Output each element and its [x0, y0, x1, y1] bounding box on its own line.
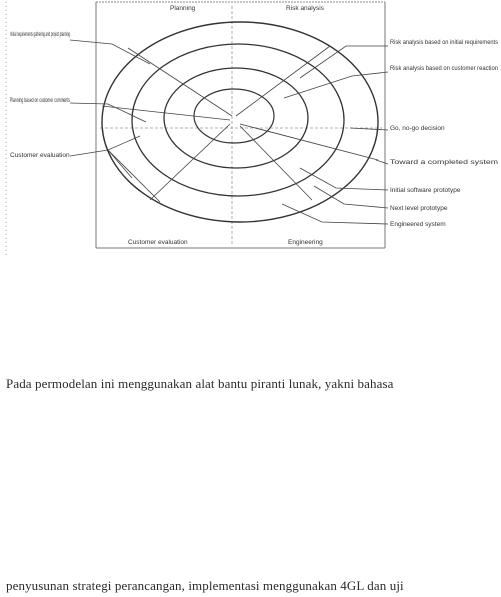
label-initial-prototype: Initial software prototype	[390, 187, 461, 194]
paragraph-line-1: Pada permodelan ini menggunakan alat bantu piranti lunak, yakni bahasa	[6, 376, 394, 391]
spiral-ring-2	[164, 68, 308, 168]
leader-left-2	[70, 103, 146, 122]
label-engineered-system: Engineered system	[390, 221, 446, 228]
label-initial-requirements: Initial requirements gathering and project planning	[10, 31, 71, 38]
spoke-nw	[128, 48, 232, 116]
quadrant-title-planning: Planning	[170, 5, 196, 12]
quadrant-title-risk-analysis: Risk analysis	[286, 5, 324, 12]
spoke-sw	[150, 124, 230, 200]
label-go-no-go: Go, no-go decision	[390, 125, 445, 132]
leader-left-3c	[108, 150, 160, 202]
leader-left-3	[70, 136, 140, 156]
leader-left-1	[70, 40, 150, 64]
leader-right-4	[376, 160, 388, 164]
spiral-model-figure	[0, 0, 501, 260]
label-customer-evaluation: Customer evaluation	[10, 152, 70, 159]
label-toward-completed-system: Toward a completed system	[390, 159, 498, 166]
spoke-se	[240, 126, 312, 200]
label-risk-initial-requirements: Risk analysis based on initial requirements	[390, 39, 499, 46]
label-risk-customer-reaction: Risk analysis based on customer reaction	[390, 65, 499, 72]
spoke-e	[240, 124, 378, 160]
label-planning-customer-comments: Planning based on customer comments	[10, 97, 71, 104]
leader-right-5	[300, 168, 388, 190]
label-next-level-prototype: Next level prototype	[390, 205, 448, 212]
leader-right-3	[350, 128, 388, 130]
spoke-ne	[236, 46, 330, 116]
quadrant-title-engineering: Engineering	[288, 239, 323, 246]
spiral-ring-outer	[102, 22, 378, 222]
leader-left-3b	[108, 150, 132, 178]
paragraph-line-2: penyusunan strategi perancangan, implementasi menggunakan 4GL dan uji	[6, 578, 404, 593]
spoke-w	[102, 106, 230, 120]
quadrant-title-customer-evaluation: Customer evaluation	[128, 239, 188, 246]
leader-right-7	[282, 204, 388, 224]
